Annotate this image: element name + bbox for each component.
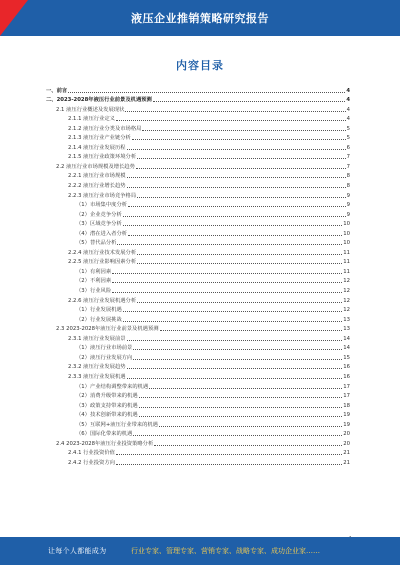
toc-dot-leader xyxy=(123,225,343,226)
toc-entry-page: 9 xyxy=(346,202,350,209)
toc-entry[interactable] xyxy=(46,266,350,276)
toc-entry-page: 14 xyxy=(343,345,350,352)
toc-entry-text: （2）企业竞争分析 xyxy=(76,211,122,218)
toc-entry[interactable] xyxy=(46,257,350,267)
toc-entry-text: 2.3.3 液压行业发展机遇 xyxy=(68,373,126,380)
toc-entry-page: 20 xyxy=(343,440,350,447)
toc-entry-text: 2.3.2 液压行业发展趋势 xyxy=(68,364,126,371)
toc-entry[interactable] xyxy=(46,400,350,410)
toc-entry-page: 12 xyxy=(343,307,350,314)
toc-entry-page: 10 xyxy=(343,230,350,237)
toc-entry-text: 2.2 液压行业市场规模及增长趋势 xyxy=(56,163,135,170)
toc-entry-text: （3）行业风险 xyxy=(76,288,112,295)
toc-entry[interactable] xyxy=(46,142,350,152)
toc-entry-text: 2.2.5 液压行业影响因素分析 xyxy=(68,259,137,266)
toc-entry-page: 11 xyxy=(343,249,350,256)
toc-entry-page: 11 xyxy=(343,259,350,266)
toc-dot-leader xyxy=(154,445,342,446)
toc-entry-page: 10 xyxy=(343,240,350,247)
toc-entry-page: 12 xyxy=(343,297,350,304)
page-header xyxy=(0,0,400,36)
toc-entry-text: 2.2.2 液压行业增长趋势 xyxy=(68,183,126,190)
toc-entry[interactable] xyxy=(46,85,350,95)
toc-dot-leader xyxy=(116,454,342,455)
toc-heading: 内容目录 xyxy=(176,59,224,72)
toc-entry-page: 7 xyxy=(346,154,350,161)
toc-dot-leader xyxy=(137,302,342,303)
toc-entry[interactable] xyxy=(46,333,350,343)
footer-tagline: 行业专家、管理专家、营销专家、战略专家、成功企业家…… xyxy=(131,547,320,555)
toc-dot-leader xyxy=(136,168,346,169)
toc-entry-text: 2.1.3 液压行业产业链分析 xyxy=(68,135,131,142)
toc-entry-page: 16 xyxy=(343,364,350,371)
toc-entry[interactable] xyxy=(46,295,350,305)
toc-entry-page: 15 xyxy=(343,354,350,361)
toc-entry-text: （1）液压行业市场前景 xyxy=(76,345,133,352)
toc-dot-leader xyxy=(68,92,345,93)
table-of-contents xyxy=(46,85,350,467)
toc-entry-page: 4 xyxy=(346,97,350,104)
toc-entry-page: 8 xyxy=(346,173,350,180)
toc-entry-page: 14 xyxy=(343,335,350,342)
toc-entry[interactable] xyxy=(46,114,350,124)
toc-entry-text: （1）有利因素 xyxy=(76,268,112,275)
toc-entry[interactable] xyxy=(46,123,350,133)
toc-entry-text: 2.1.2 液压行业分类及市场格局 xyxy=(68,125,142,132)
toc-entry-page: 7 xyxy=(346,163,350,170)
toc-entry[interactable] xyxy=(46,419,350,429)
toc-entry-text: 2.3 2023-2028年液压行业前景及机遇预测 xyxy=(56,326,159,333)
toc-entry-page: 21 xyxy=(343,450,350,457)
toc-entry-text: 2.1.1 液压行业定义 xyxy=(68,116,115,123)
toc-entry-text: 2.3.1 液压行业发展前景 xyxy=(68,335,126,342)
toc-entry-page: 17 xyxy=(343,393,350,400)
toc-entry[interactable] xyxy=(46,133,350,143)
toc-entry[interactable] xyxy=(46,228,350,238)
toc-entry[interactable] xyxy=(46,343,350,353)
toc-entry[interactable] xyxy=(46,247,350,257)
toc-entry-page: 5 xyxy=(346,135,350,142)
toc-entry[interactable] xyxy=(46,238,350,248)
toc-entry[interactable] xyxy=(46,429,350,439)
toc-entry[interactable] xyxy=(46,457,350,467)
toc-entry-text: （3）区域竞争分析 xyxy=(76,221,122,228)
toc-entry-text: 2.2.4 液压行业技术发展分析 xyxy=(68,249,137,256)
toc-entry[interactable] xyxy=(46,285,350,295)
toc-entry[interactable] xyxy=(46,152,350,162)
toc-dot-leader xyxy=(117,244,342,245)
toc-entry[interactable] xyxy=(46,200,350,210)
toc-dot-leader xyxy=(128,206,346,207)
toc-dot-leader xyxy=(153,101,345,102)
toc-dot-leader xyxy=(139,407,343,408)
toc-dot-leader xyxy=(123,321,343,322)
toc-entry-page: 10 xyxy=(343,221,350,228)
toc-entry-page: 12 xyxy=(343,278,350,285)
toc-entry-page: 12 xyxy=(343,288,350,295)
toc-entry-text: 2.4.1 行业投资价值 xyxy=(68,450,115,457)
toc-entry[interactable] xyxy=(46,391,350,401)
toc-entry[interactable] xyxy=(46,410,350,420)
toc-entry-page: 19 xyxy=(343,412,350,419)
toc-entry[interactable] xyxy=(46,104,350,114)
toc-dot-leader xyxy=(133,349,342,350)
toc-entry[interactable] xyxy=(46,314,350,324)
toc-entry-page: 20 xyxy=(343,431,350,438)
page-footer xyxy=(0,537,400,565)
toc-dot-leader xyxy=(133,435,342,436)
toc-dot-leader xyxy=(137,263,342,264)
toc-entry-page: 16 xyxy=(343,373,350,380)
toc-dot-leader xyxy=(132,139,346,140)
toc-entry-page: 21 xyxy=(343,459,350,466)
toc-entry-text: 2.1.5 液压行业政策环境分析 xyxy=(68,154,137,161)
toc-dot-leader xyxy=(112,292,342,293)
toc-dot-leader xyxy=(133,359,342,360)
toc-entry-page: 4 xyxy=(346,116,350,123)
toc-dot-leader xyxy=(127,149,346,150)
toc-dot-leader xyxy=(160,330,343,331)
toc-entry-page: 18 xyxy=(343,402,350,409)
toc-entry-text: 一、前言 xyxy=(46,87,68,94)
toc-entry-page: 19 xyxy=(343,421,350,428)
toc-entry-text: （1）行业发展机遇 xyxy=(76,307,122,314)
toc-entry[interactable] xyxy=(46,324,350,334)
toc-entry-page: 8 xyxy=(346,183,350,190)
toc-dot-leader xyxy=(137,254,342,255)
toc-entry-text: （3）政策支持带来的机遇 xyxy=(76,402,138,409)
toc-entry[interactable] xyxy=(46,219,350,229)
toc-entry-page: 5 xyxy=(346,125,350,132)
toc-entry[interactable] xyxy=(46,171,350,181)
toc-dot-leader xyxy=(123,311,343,312)
toc-dot-leader xyxy=(139,416,343,417)
toc-dot-leader xyxy=(116,464,342,465)
toc-dot-leader xyxy=(128,235,342,236)
toc-entry-page: 4 xyxy=(346,87,350,94)
toc-entry-text: 2.2.6 液压行业发展机遇分析 xyxy=(68,297,137,304)
toc-entry-text: 2.1.4 液压行业发展历程 xyxy=(68,144,126,151)
toc-dot-leader xyxy=(112,273,342,274)
toc-entry-text: （5）替代品分析 xyxy=(76,240,117,247)
toc-dot-leader xyxy=(127,187,346,188)
footer-text: 让每个人都能成为 xyxy=(48,547,107,555)
toc-dot-leader xyxy=(149,388,342,389)
toc-entry-text: （5）互联网+液压行业带来的机遇 xyxy=(76,421,158,428)
toc-entry-text: （6）国际化带来的机遇 xyxy=(76,431,133,438)
toc-dot-leader xyxy=(125,111,345,112)
toc-dot-leader xyxy=(159,426,342,427)
toc-entry[interactable] xyxy=(46,95,350,105)
toc-entry-page: 13 xyxy=(343,326,350,333)
toc-entry-text: （2）液压行业发展方向 xyxy=(76,354,133,361)
toc-entry[interactable] xyxy=(46,371,350,381)
toc-entry[interactable] xyxy=(46,161,350,171)
toc-dot-leader xyxy=(127,378,343,379)
toc-entry[interactable] xyxy=(46,305,350,315)
toc-dot-leader xyxy=(139,397,343,398)
toc-entry[interactable] xyxy=(46,362,350,372)
report-title: 液压企业推销策略研究报告 xyxy=(131,12,269,25)
toc-entry[interactable] xyxy=(46,190,350,200)
toc-entry-page: 4 xyxy=(346,106,350,113)
toc-entry[interactable] xyxy=(46,209,350,219)
toc-entry-text: 2.1 液压行业概述及发展现状 xyxy=(56,106,125,113)
toc-entry-text: （4）潜在进入者分析 xyxy=(76,230,128,237)
toc-entry-page: 11 xyxy=(343,268,350,275)
toc-dot-leader xyxy=(123,216,346,217)
toc-dot-leader xyxy=(112,282,342,283)
toc-entry-page: 13 xyxy=(343,316,350,323)
toc-dot-leader xyxy=(127,340,343,341)
toc-entry-text: （4）技术创新带来的机遇 xyxy=(76,412,138,419)
toc-entry-text: （2）不利因素 xyxy=(76,278,112,285)
toc-entry[interactable] xyxy=(46,352,350,362)
toc-entry[interactable] xyxy=(46,438,350,448)
toc-dot-leader xyxy=(137,158,345,159)
toc-entry-text: 2.4 2023-2028年液压行业投资策略分析 xyxy=(56,440,154,447)
toc-entry[interactable] xyxy=(46,381,350,391)
toc-entry-page: 9 xyxy=(346,192,350,199)
toc-entry-text: （2）消费升级带来的机遇 xyxy=(76,393,138,400)
toc-entry-text: 2.2.3 液压行业市场竞争格局 xyxy=(68,192,137,199)
toc-entry-text: 二、2023-2028年液压行业前景及机遇预测 xyxy=(46,97,152,104)
toc-entry-page: 17 xyxy=(343,383,350,390)
toc-entry-text: 2.2.1 液压行业市场规模 xyxy=(68,173,126,180)
toc-entry[interactable] xyxy=(46,448,350,458)
toc-dot-leader xyxy=(142,130,345,131)
toc-entry-text: （1）市场集中度分析 xyxy=(76,202,128,209)
toc-dot-leader xyxy=(137,197,345,198)
toc-entry-text: 2.4.2 行业投资方向 xyxy=(68,459,115,466)
toc-entry[interactable] xyxy=(46,276,350,286)
toc-dot-leader xyxy=(116,120,346,121)
toc-dot-leader xyxy=(127,368,343,369)
toc-entry-text: （2）行业发展挑战 xyxy=(76,316,122,323)
toc-entry-text: （1）产业结构调整带来的机遇 xyxy=(76,383,149,390)
toc-entry-page: 6 xyxy=(346,144,350,151)
toc-entry-page: 9 xyxy=(346,211,350,218)
toc-entry[interactable] xyxy=(46,180,350,190)
toc-dot-leader xyxy=(127,177,346,178)
